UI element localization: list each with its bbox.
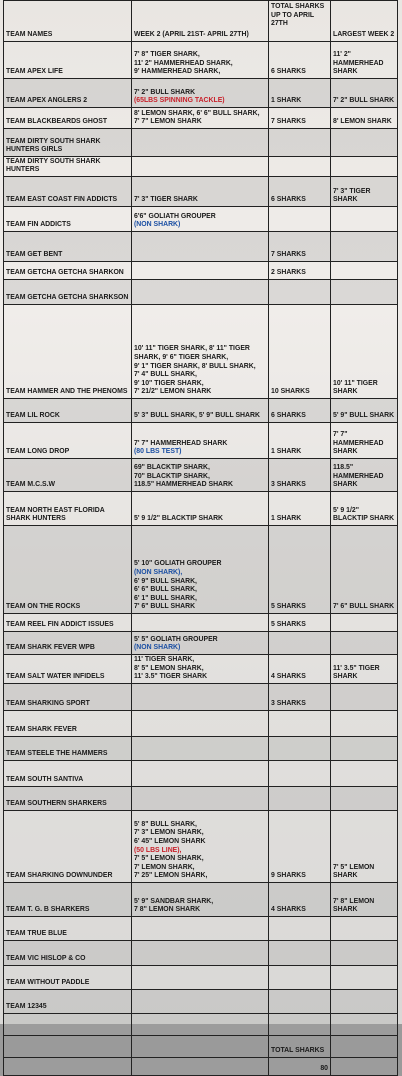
team-name-cell: TEAM HAMMER AND THE PHENOMS [4,305,132,399]
catch-line: 7' 3" TIGER SHARK [134,196,198,204]
team-name-cell: TEAM VIC HISLOP & CO [4,941,132,966]
total-sharks-cell [269,737,331,761]
week-catch-cell [132,459,269,492]
largest-week-cell [331,262,398,280]
largest-week-cell [331,787,398,811]
total-sharks-cell: 7 SHARKS [269,232,331,262]
catch-line: 7' 3" LEMON SHARK, [134,829,204,837]
table-row [4,941,398,966]
largest-week-cell [331,917,398,941]
catch-line: 7' 25" LEMON SHARK, [134,872,208,880]
team-name-cell: TEAM STEELE THE HAMMERS [4,737,132,761]
team-name-cell: TEAM WITHOUT PADDLE [4,966,132,990]
table-row [4,761,398,787]
week-catch-cell [132,883,269,917]
table-row [4,79,398,108]
header-total-sharks: TOTAL SHARKS UP TO APRIL 27TH [269,1,331,42]
total-sharks-cell: 3 SHARKS [269,684,331,711]
total-sharks-cell [269,990,331,1014]
table-row [4,632,398,655]
total-sharks-cell: 1 SHARK [269,79,331,108]
table-row [4,711,398,737]
week-catch-cell [132,941,269,966]
largest-week-cell: 11' 3.5" TIGER SHARK [331,655,398,684]
team-name-cell: TEAM LONG DROP [4,423,132,459]
largest-week-cell [331,761,398,787]
week-catch-cell [132,108,269,129]
total-sharks-cell [269,280,331,305]
table-row [4,459,398,492]
team-name-cell: TEAM APEX LIFE [4,42,132,79]
table-row [4,655,398,684]
team-name-cell: TEAM APEX ANGLERS 2 [4,79,132,108]
catch-line: 10' 11" TIGER SHARK, 8' 11" TIGER [134,345,250,353]
week-catch-cell [132,399,269,423]
team-name-cell: TEAM NORTH EAST FLORIDA SHARK HUNTERS [4,492,132,526]
catch-note: (NON SHARK) [134,221,181,229]
total-sharks-cell: 3 SHARKS [269,459,331,492]
largest-week-cell [331,232,398,262]
largest-week-cell: 7' 7" HAMMERHEAD SHARK [331,423,398,459]
total-sharks-cell [269,941,331,966]
total-sharks-cell: 1 SHARK [269,423,331,459]
catch-line: 8' 5" LEMON SHARK, [134,664,204,672]
week-catch-cell [132,917,269,941]
table-row [4,157,398,177]
team-name-cell: TEAM GETCHA GETCHA SHARKSON [4,280,132,305]
week-catch-cell [132,811,269,883]
catch-line: 7' 21/2" LEMON SHARK [134,388,212,396]
header-week-2: WEEK 2 (APRIL 21ST- APRIL 27TH) [132,1,269,42]
catch-note: (65LBS SPINNING TACKLE) [134,97,225,105]
largest-week-cell: 7' 3" TIGER SHARK [331,177,398,207]
largest-week-cell [331,737,398,761]
table-row [4,526,398,614]
catch-line: 6'6" GOLIATH GROUPER [134,212,216,220]
table-row [4,232,398,262]
catch-line: 5' 3" BULL SHARK, 5' 9" BULL SHARK [134,412,260,420]
week-catch-cell [132,157,269,177]
week-catch-cell [132,305,269,399]
catch-line: 7' 2" BULL SHARK [134,88,196,96]
table-row [4,737,398,761]
total-sharks-cell: 1 SHARK [269,492,331,526]
largest-week-cell: 8' LEMON SHARK [331,108,398,129]
largest-week-cell [331,129,398,157]
header-largest-week-2: LARGEST WEEK 2 [331,1,398,42]
team-name-cell: TEAM SOUTH SANTIVA [4,761,132,787]
catch-line: 8' LEMON SHARK, 6' 6" BULL SHARK, [134,109,260,117]
team-name-cell: TEAM GETCHA GETCHA SHARKON [4,262,132,280]
catch-line: 5' 9" SANDBAR SHARK, [134,897,214,905]
catch-line: 7 8" LEMON SHARK [134,906,201,914]
week-catch-cell [132,684,269,711]
total-sharks-cell: 4 SHARKS [269,655,331,684]
table-row [4,883,398,917]
week-catch-cell [132,614,269,632]
largest-week-cell [331,684,398,711]
total-sharks-cell [269,157,331,177]
total-sharks-cell [269,711,331,737]
total-sharks-cell [269,207,331,232]
catch-line: 11' TIGER SHARK, [134,656,195,664]
empty-row [4,1014,398,1036]
largest-week-cell [331,280,398,305]
week-catch-cell [132,966,269,990]
team-name-cell: TEAM M.C.S.W [4,459,132,492]
week-catch-cell [132,79,269,108]
catch-note: (NON SHARK) [134,644,181,652]
table-row [4,177,398,207]
largest-week-cell [331,990,398,1014]
total-sharks-cell: 6 SHARKS [269,42,331,79]
team-name-cell: TEAM DIRTY SOUTH SHARK HUNTERS GIRLS [4,129,132,157]
catch-line: 6' 9" BULL SHARK, [134,577,197,585]
total-sharks-cell: 2 SHARKS [269,262,331,280]
largest-week-cell [331,711,398,737]
week-catch-cell [132,262,269,280]
team-name-cell: TEAM REEL FIN ADDICT ISSUES [4,614,132,632]
largest-week-cell [331,966,398,990]
table-row [4,614,398,632]
total-sharks-cell [269,632,331,655]
week-catch-cell [132,423,269,459]
largest-week-cell: 11' 2" HAMMERHEAD SHARK [331,42,398,79]
week-catch-cell [132,787,269,811]
catch-note: (NON SHARK), [134,569,183,577]
table-row [4,811,398,883]
week-catch-cell [132,177,269,207]
table-row [4,42,398,79]
catch-line: 9' 1" TIGER SHARK, 8' BULL SHARK, [134,362,256,370]
catch-line: 7' 7" LEMON SHARK [134,118,202,126]
team-name-cell: TEAM SHARKING DOWNUNDER [4,811,132,883]
total-sharks-cell: 5 SHARKS [269,614,331,632]
team-name-cell: TEAM SOUTHERN SHARKERS [4,787,132,811]
catch-line: 5' 9 1/2" BLACKTIP SHARK [134,515,224,523]
catch-line: 5' 10" GOLIATH GROUPER [134,560,222,568]
total-sharks-value: 80 [269,1058,331,1076]
table-row [4,108,398,129]
largest-week-cell: 5' 9" BULL SHARK [331,399,398,423]
week-catch-cell [132,129,269,157]
catch-line: 9' 10" TIGER SHARK, [134,379,204,387]
catch-line: 7' 6" BULL SHARK [134,603,196,611]
total-sharks-cell: 9 SHARKS [269,811,331,883]
largest-week-cell [331,157,398,177]
catch-line: SHARK, 9' 6" TIGER SHARK, [134,354,229,362]
team-name-cell: TEAM SHARK FEVER WPB [4,632,132,655]
team-name-cell: TEAM SHARKING SPORT [4,684,132,711]
week-catch-cell [132,737,269,761]
table-row [4,305,398,399]
catch-line: 69" BLACKTIP SHARK, [134,464,210,472]
team-name-cell: TEAM TRUE BLUE [4,917,132,941]
week-catch-cell [132,990,269,1014]
table-row [4,990,398,1014]
team-name-cell: TEAM DIRTY SOUTH SHARK HUNTERS [4,157,132,177]
catch-line: 6' 45" LEMON SHARK [134,838,206,846]
week-catch-cell [132,232,269,262]
total-sharks-cell [269,787,331,811]
table-row [4,492,398,526]
largest-week-cell [331,207,398,232]
catch-line: 6' 6" BULL SHARK, [134,586,197,594]
table-row [4,917,398,941]
week-catch-cell [132,711,269,737]
week-catch-cell [132,761,269,787]
header-team-names: TEAM NAMES [4,1,132,42]
header-row [4,1,398,42]
team-name-cell: TEAM EAST COAST FIN ADDICTS [4,177,132,207]
shark-tally-table [3,0,398,1076]
total-sharks-cell: 7 SHARKS [269,108,331,129]
table-row [4,207,398,232]
total-row [4,1036,398,1058]
catch-line: 11' 3.5" TIGER SHARK [134,673,208,681]
catch-line: 70" BLACKTIP SHARK, [134,472,210,480]
largest-week-cell [331,941,398,966]
catch-line: 5' 5" GOLIATH GROUPER [134,635,218,643]
week-catch-cell [132,492,269,526]
week-catch-cell [132,526,269,614]
table-row [4,966,398,990]
week-catch-cell [132,632,269,655]
team-name-cell: TEAM FIN ADDICTS [4,207,132,232]
catch-line: 7' 7" HAMMERHEAD SHARK [134,439,228,447]
largest-week-cell: 5' 9 1/2" BLACKTIP SHARK [331,492,398,526]
team-name-cell: TEAM ON THE ROCKS [4,526,132,614]
catch-note: (50 LBS LINE), [134,846,182,854]
largest-week-cell: 7' 6" BULL SHARK [331,526,398,614]
week-catch-cell [132,655,269,684]
team-name-cell: TEAM 12345 [4,990,132,1014]
team-name-cell: TEAM SALT WATER INFIDELS [4,655,132,684]
table-row [4,129,398,157]
total-sharks-cell: 6 SHARKS [269,399,331,423]
team-name-cell: TEAM GET BENT [4,232,132,262]
largest-week-cell: 7' 2" BULL SHARK [331,79,398,108]
catch-line: 118.5" HAMMERHEAD SHARK [134,481,233,489]
total-sharks-label: TOTAL SHARKS [269,1036,331,1058]
total-sharks-cell [269,966,331,990]
total-sharks-cell [269,129,331,157]
largest-week-cell: 7' 8" LEMON SHARK [331,883,398,917]
catch-line: 6' 1" BULL SHARK, [134,594,197,602]
largest-week-cell: 118.5" HAMMERHEAD SHARK [331,459,398,492]
total-sharks-cell: 10 SHARKS [269,305,331,399]
total-value-row [4,1058,398,1076]
team-name-cell: TEAM SHARK FEVER [4,711,132,737]
table-row [4,262,398,280]
team-name-cell: TEAM T. G. B SHARKERS [4,883,132,917]
table-row [4,280,398,305]
catch-note: (80 LBS TEST) [134,448,182,456]
catch-line: 5' 8" BULL SHARK, [134,820,197,828]
week-catch-cell [132,207,269,232]
team-name-cell: TEAM LIL ROCK [4,399,132,423]
catch-line: 7' 4" BULL SHARK, [134,371,197,379]
largest-week-cell: 7' 5" LEMON SHARK [331,811,398,883]
week-catch-cell [132,280,269,305]
week-catch-cell [132,42,269,79]
catch-line: 11' 2" HAMMERHEAD SHARK, [134,59,233,67]
total-sharks-cell [269,917,331,941]
total-sharks-cell: 5 SHARKS [269,526,331,614]
catch-line: 7' 5" LEMON SHARK, [134,855,204,863]
largest-week-cell [331,614,398,632]
table-row [4,423,398,459]
catch-line: 7' 8" TIGER SHARK, [134,51,200,59]
largest-week-cell [331,632,398,655]
catch-line: 7' LEMON SHARK, [134,863,195,871]
total-sharks-cell: 6 SHARKS [269,177,331,207]
largest-week-cell: 10' 11" TIGER SHARK [331,305,398,399]
table-row [4,399,398,423]
catch-line: 9' HAMMERHEAD SHARK, [134,68,221,76]
team-name-cell: TEAM BLACKBEARDS GHOST [4,108,132,129]
table-row [4,787,398,811]
total-sharks-cell: 4 SHARKS [269,883,331,917]
table-row [4,684,398,711]
total-sharks-cell [269,761,331,787]
